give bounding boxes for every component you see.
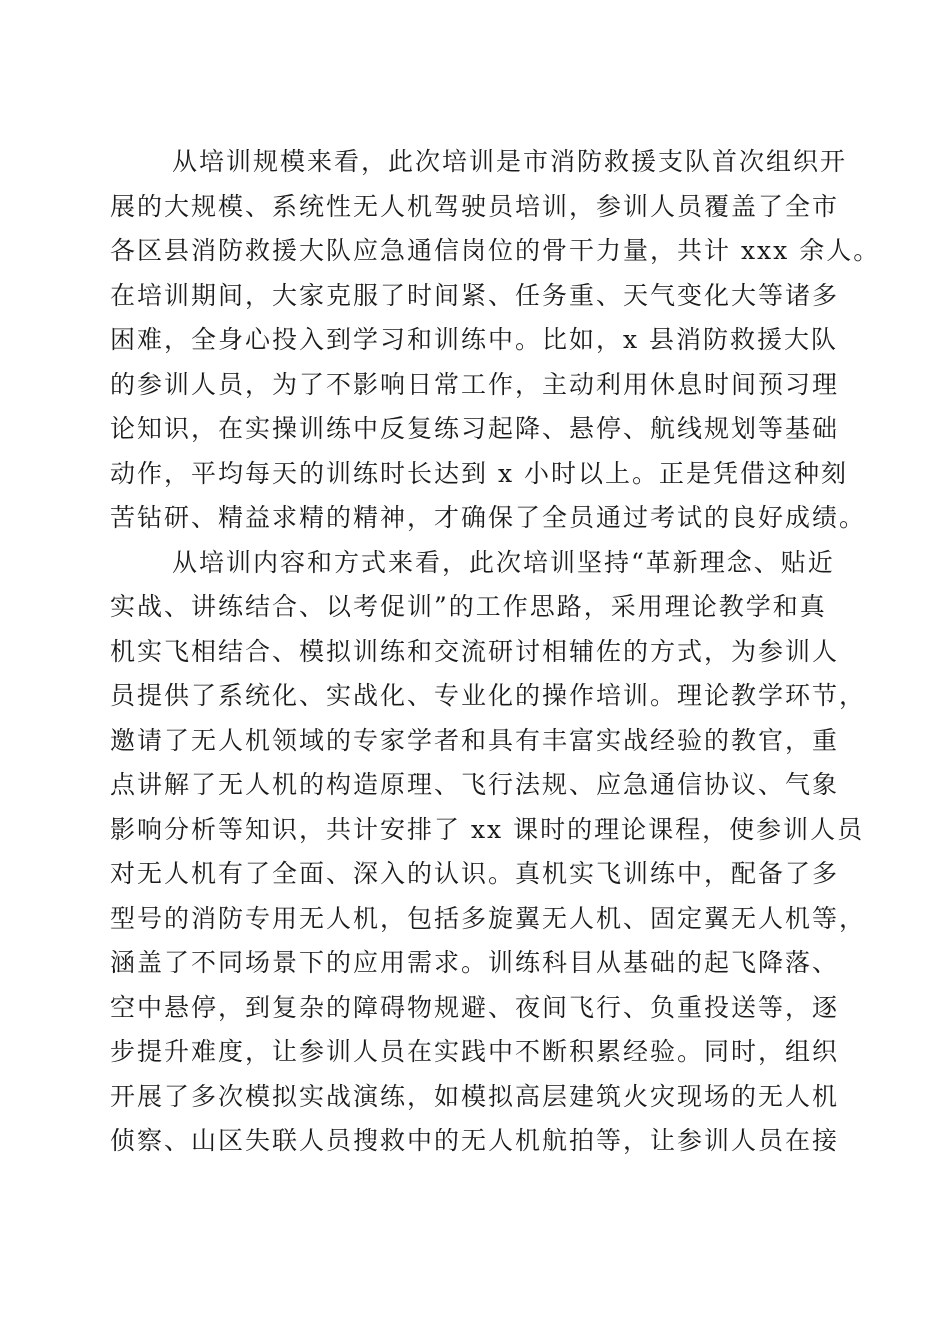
text-line: 邀请了无人机领域的专家学者和具有丰富实战经验的教官，重 — [110, 725, 840, 755]
text-line: 步提升难度，让参训人员在实践中不断积累经验。同时，组织 — [110, 1037, 840, 1066]
paragraph-2 — [110, 541, 867, 1164]
text-line: 实战、讲练结合、以考促训”的工作思路，采用理论教学和真 — [110, 592, 827, 621]
text-line: 侦察、山区失联人员搜救中的无人机航拍等，让参训人员在接 — [110, 1126, 840, 1155]
paragraph-1 — [110, 140, 881, 541]
text-line: 对无人机有了全面、深入的认识。真机实飞训练中，配备了多 — [110, 859, 840, 888]
text-line: 论知识，在实操训练中反复练习起降、悬停、航线规划等基础 — [110, 414, 840, 443]
text-line: 型号的消防专用无人机，包括多旋翼无人机、固定翼无人机等， — [110, 903, 867, 933]
text-line: 从培训规模来看，此次培训是市消防救援支队首次组织开 — [172, 147, 848, 176]
text-line: 各区县消防救援大队应急通信岗位的骨干力量，共计 xxx 余人。 — [110, 236, 881, 265]
text-line: 点讲解了无人机的构造原理、飞行法规、应急通信协议、气象 — [110, 770, 840, 799]
document-body — [110, 140, 881, 1164]
text-line: 苦钻研、精益求精的精神，才确保了全员通过考试的良好成绩。 — [110, 503, 867, 532]
text-line: 的参训人员，为了不影响日常工作，主动利用休息时间预习理 — [110, 369, 840, 399]
text-line: 员提供了系统化、实战化、专业化的操作培训。理论教学环节， — [110, 681, 867, 710]
text-line: 困难，全身心投入到学习和训练中。比如，x 县消防救援大队 — [110, 325, 839, 354]
text-line: 从培训内容和方式来看，此次培训坚持“革新理念、贴近 — [172, 547, 835, 577]
text-line: 动作，平均每天的训练时长达到 x 小时以上。正是凭借这种刻 — [110, 458, 848, 488]
text-line: 影响分析等知识，共计安排了 xx 课时的理论课程，使参训人员 — [110, 814, 865, 844]
text-line: 在培训期间，大家克服了时间紧、任务重、天气变化大等诸多 — [110, 280, 840, 310]
text-line: 空中悬停，到复杂的障碍物规避、夜间飞行、负重投送等，逐 — [110, 992, 840, 1022]
text-line: 机实飞相结合、模拟训练和交流研讨相辅佐的方式，为参训人 — [110, 636, 840, 666]
text-line: 开展了多次模拟实战演练，如模拟高层建筑火灾现场的无人机 — [110, 1081, 840, 1111]
text-line: 展的大规模、系统性无人机驾驶员培训，参训人员覆盖了全市 — [110, 191, 840, 221]
text-line: 涵盖了不同场景下的应用需求。训练科目从基础的起飞降落、 — [110, 948, 840, 977]
